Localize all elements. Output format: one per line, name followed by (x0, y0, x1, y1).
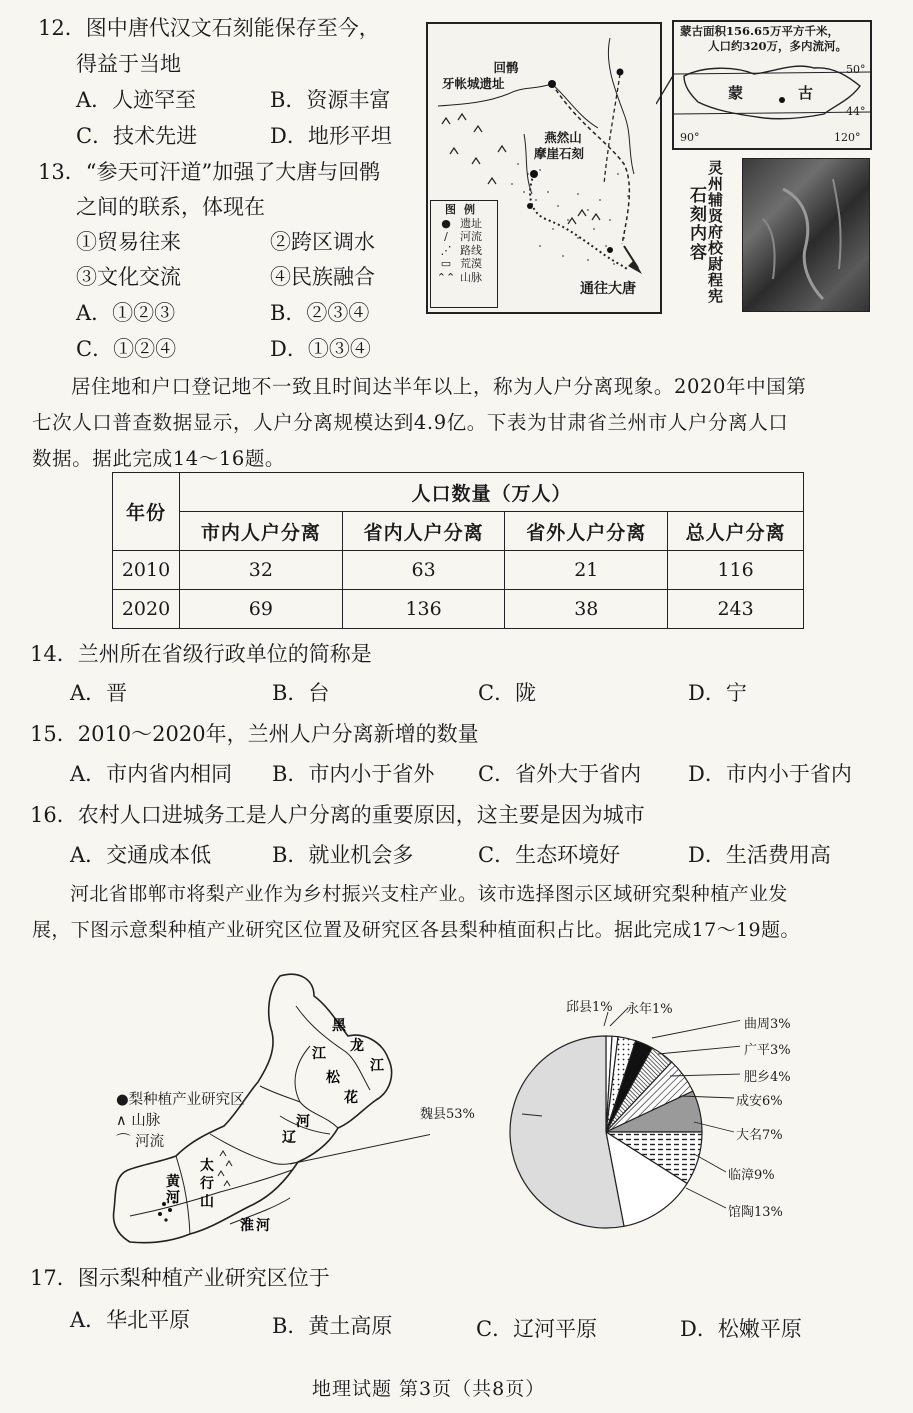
q13-stem-line1: 13．“参天可汗道”加强了大唐与回鹘 (38, 160, 381, 184)
legend-river: ∕ 河流 (435, 230, 493, 244)
map2-label-huai: 淮 (240, 1218, 254, 1234)
pie-label-guangping: 广平3% (744, 1043, 791, 1058)
study-area-dot-icon: ● (116, 1092, 129, 1108)
map2-label-liao: 辽 (282, 1130, 296, 1146)
map2-legend (116, 1090, 245, 1153)
table-cell: 21 (505, 551, 668, 590)
inset-lon-90: 90° (680, 131, 700, 144)
huihu-label-1: 回鹘 (493, 60, 519, 75)
map2-label-hua: 花 (344, 1090, 358, 1106)
q13-item-3: ③文化交流 (76, 265, 181, 289)
q17-option-d[interactable]: D．松嫩平原 (680, 1317, 802, 1341)
pie-leader-lines (480, 990, 740, 1230)
legend-study-area: ●梨种植产业研究区 (116, 1092, 245, 1108)
q14-option-a[interactable]: A．晋 (70, 681, 128, 705)
map2-label-song: 松 (326, 1070, 340, 1086)
q13-stem-line2: 之间的联系，体现在 (76, 195, 265, 219)
route-map-legend (430, 200, 498, 308)
map2-label-long: 龙 (350, 1038, 364, 1054)
q12-stem-line1: 12．图中唐代汉文石刻能保存至今， (38, 16, 380, 40)
page-footer: 地理试题 第3页（共8页） (312, 1378, 546, 1400)
river-icon: ⌒ (116, 1134, 136, 1150)
q17-option-b[interactable]: B．黄土高原 (272, 1314, 393, 1338)
inset-text-1: 蒙古面积156.65万平方千米， (680, 24, 840, 38)
pie-label-chengan: 成安6% (736, 1094, 783, 1109)
q12-option-d[interactable]: D．地形平坦 (270, 124, 392, 148)
q12-option-b[interactable]: B．资源丰富 (270, 88, 391, 112)
q17-option-a[interactable]: A．华北平原 (70, 1308, 191, 1332)
inset-text-2: 人口约320万，多内流河。 (708, 39, 848, 53)
map2-label-he2: 河 (166, 1190, 180, 1206)
col-header: 省外人户分离 (505, 512, 668, 551)
q13-option-d[interactable]: D．①③④ (270, 337, 371, 361)
mountain-icon: ∧ (116, 1113, 132, 1129)
q16-option-c[interactable]: C．生态环境好 (478, 843, 621, 867)
q13-option-b[interactable]: B．②③④ (270, 301, 370, 325)
legend-route: ⋰ 路线 (435, 244, 493, 258)
pie-label-yongnian: 永年1% (626, 1002, 673, 1017)
col-header: 省内人户分离 (342, 512, 505, 551)
mountain-icon: ⌃⌃ (436, 270, 456, 284)
table-cell: 32 (180, 551, 343, 590)
table-cell: 116 (668, 551, 804, 590)
q13-item-1: ①贸易往来 (76, 230, 181, 254)
map2-label-huang: 黄 (166, 1174, 180, 1190)
q17-option-c[interactable]: C．辽河平原 (476, 1317, 598, 1341)
legend-title: 图例 (445, 203, 483, 216)
desert-icon: ▭ (440, 257, 452, 270)
population-table (112, 472, 804, 629)
map2-label-hei: 黑 (332, 1018, 346, 1034)
map2-label-tai: 太 (200, 1158, 214, 1174)
q15-option-a[interactable]: A．市内省内相同 (70, 762, 233, 786)
q15-option-b[interactable]: B．市内小于省外 (272, 762, 435, 786)
q16-option-b[interactable]: B．就业机会多 (272, 843, 414, 867)
year-cell: 2020 (113, 590, 180, 629)
site-icon: ● (441, 216, 451, 230)
intro-1-line-3: 数据。据此完成14～16题。 (32, 447, 286, 470)
pie-label-daming: 大名7% (736, 1128, 783, 1143)
q14-stem: 14．兰州所在省级行政单位的简称是 (30, 642, 372, 666)
q13-item-4: ④民族融合 (270, 265, 375, 289)
inscription-photo (742, 158, 870, 312)
q12-option-a[interactable]: A．人迹罕至 (76, 88, 197, 112)
table-cell: 63 (342, 551, 505, 590)
year-cell: 2010 (113, 551, 180, 590)
q17-stem: 17．图示梨种植产业研究区位于 (30, 1266, 330, 1290)
q14-option-c[interactable]: C．陇 (478, 681, 537, 705)
legend-desert: ▭ 荒漠 (435, 257, 493, 271)
table-cell: 136 (342, 590, 505, 629)
pie-label-weixian: 魏县53% (420, 1107, 475, 1122)
inset-country-2: 古 (798, 84, 814, 102)
map2-label-jiang: 江 (370, 1058, 384, 1074)
q12-option-c[interactable]: C．技术先进 (76, 124, 198, 148)
legend-river: ⌒ 河流 (116, 1134, 165, 1150)
intro-paragraph-2 (32, 876, 892, 948)
inset-lat-50: 50° (846, 63, 866, 76)
map2-label-jiang2: 江 (312, 1046, 326, 1062)
photo-caption-2: 灵州辅贤府校尉程宪 (706, 160, 724, 304)
col-header: 市内人户分离 (180, 512, 343, 551)
col-header: 总人户分离 (668, 512, 804, 551)
q16-option-a[interactable]: A．交通成本低 (70, 843, 212, 867)
huihu-label-2: 牙帐城遗址 (442, 76, 505, 91)
table-row (113, 590, 804, 629)
inset-lon-120: 120° (834, 131, 861, 144)
pie-label-feixiang: 肥乡4% (744, 1070, 791, 1085)
inset-country-1: 蒙 (728, 84, 744, 102)
q13-option-a[interactable]: A．①②③ (76, 301, 176, 325)
map2-label-shan: 山 (200, 1194, 214, 1210)
q15-option-d[interactable]: D．市内小于省内 (688, 762, 852, 786)
legend-site: ● 遗址 (435, 217, 493, 231)
route-icon: ⋰ (440, 243, 452, 257)
map2-label-hang: 行 (200, 1176, 214, 1192)
table-row (113, 551, 804, 590)
pie-label-guantao: 馆陶13% (728, 1205, 783, 1220)
river-icon: ∕ (444, 230, 448, 243)
intro-paragraph-1 (32, 369, 890, 477)
table-cell: 243 (668, 590, 804, 629)
intro-1-line-1: 居住地和户口登记地不一致且时间达半年以上，称为人户分离现象。2020年中国第 (71, 375, 807, 398)
map2-label-he3: 河 (256, 1218, 270, 1234)
legend-mountain: ∧ 山脉 (116, 1113, 161, 1129)
q12-stem-line2: 得益于当地 (76, 52, 181, 76)
inset-lat-44: 44° (846, 105, 866, 118)
intro-1-line-2: 七次人口普查数据显示，人户分离规模达到4.9亿。下表为甘肃省兰州市人户分离人口 (32, 411, 789, 434)
q13-item-2: ②跨区调水 (270, 230, 375, 254)
pie-label-quzhou: 曲周3% (744, 1017, 791, 1032)
q13-option-c[interactable]: C．①②④ (76, 337, 177, 361)
pie-label-qiuxian: 邱县1% (566, 1000, 613, 1015)
q16-stem: 16．农村人口进城务工是人户分离的重要原因，这主要是因为城市 (30, 803, 645, 827)
intro-2-line-1: 河北省邯郸市将梨产业作为乡村振兴支柱产业。该市选择图示区域研究梨种植产业发 (70, 883, 788, 905)
to-tang-label: 通往大唐 (580, 281, 636, 297)
q14-option-b[interactable]: B．台 (272, 681, 330, 705)
map2-label-he: 河 (296, 1114, 310, 1130)
route-map (426, 22, 662, 314)
q15-option-c[interactable]: C．省外大于省内 (478, 762, 642, 786)
legend-mountain: ⌃⌃ 山脉 (436, 270, 482, 284)
table-cell: 69 (180, 590, 343, 629)
group-header: 人口数量（万人） (180, 473, 804, 512)
table-cell: 38 (505, 590, 668, 629)
yanran-label-2: 摩崖石刻 (534, 146, 585, 161)
q16-option-d[interactable]: D．生活费用高 (688, 843, 831, 867)
photo-caption-1: 石刻内容 (686, 186, 706, 262)
yanran-label-1: 燕然山 (544, 130, 582, 145)
year-header: 年份 (113, 473, 180, 551)
pie-label-linzhang: 临漳9% (728, 1168, 775, 1183)
intro-2-line-2: 展，下图示意梨种植产业研究区位置及研究区各县梨种植面积占比。据此完成17～19题。 (32, 919, 800, 941)
q14-option-d[interactable]: D．宁 (688, 681, 747, 705)
mongolia-inset (672, 20, 872, 150)
q15-stem: 15．2010～2020年，兰州人户分离新增的数量 (30, 722, 479, 746)
